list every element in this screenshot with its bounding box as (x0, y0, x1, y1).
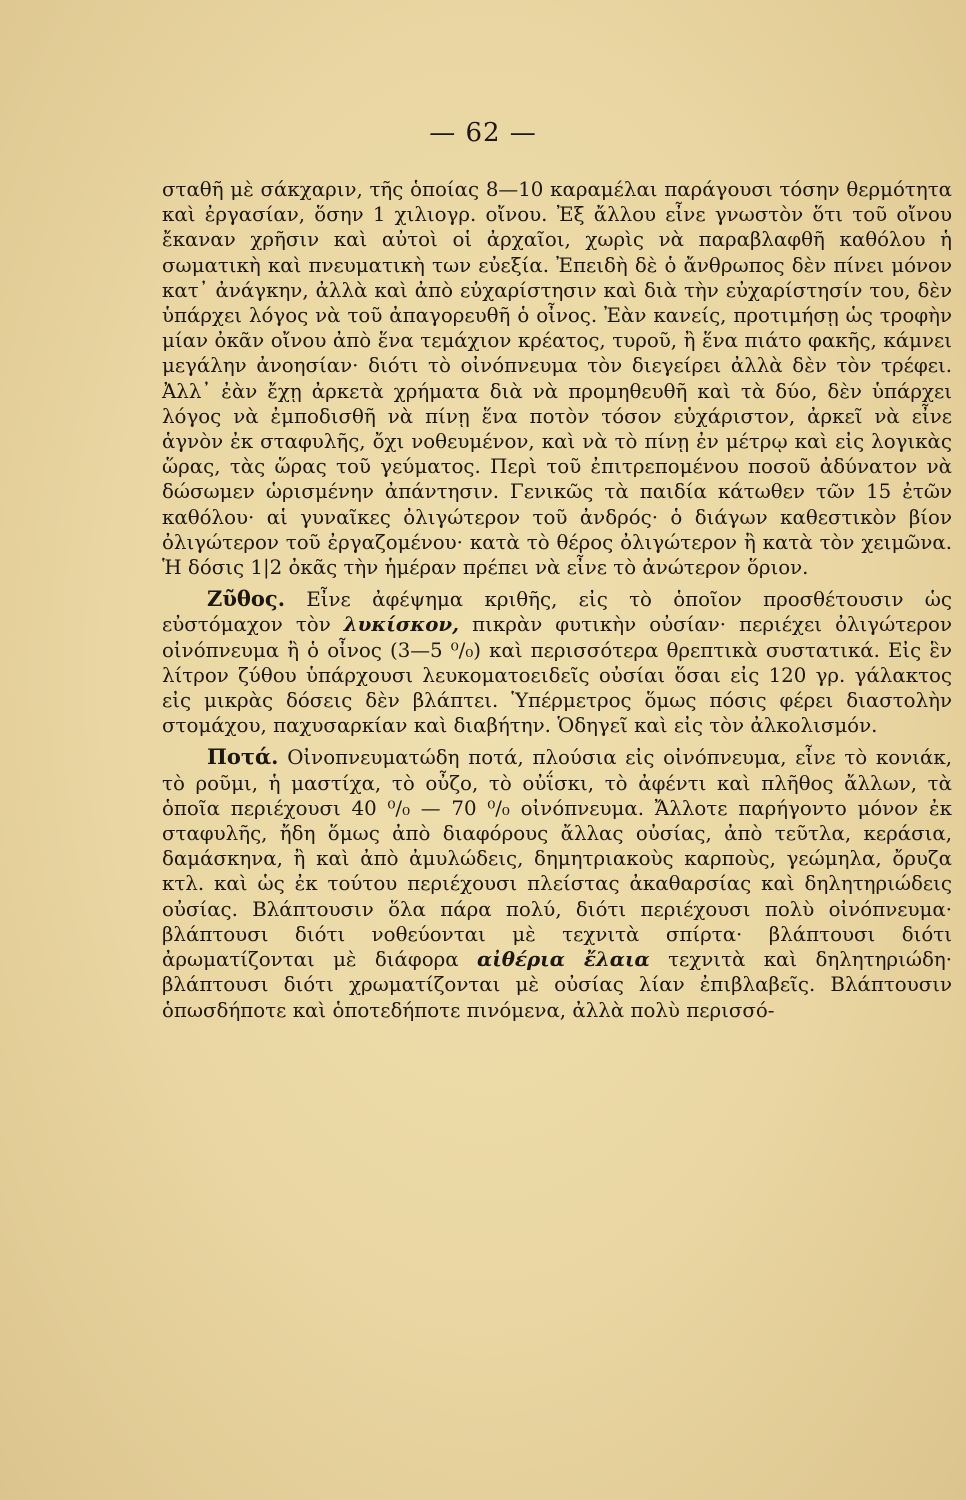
beer-text-b: πικρὰν φυτικὴν οὐσίαν· περιέχει ὀλιγώτερον οἰνόπνευμα ἢ ὁ οἶνος (3—5 ⁰/₀) καὶ περισσότερα θρεπτικὰ συστατικά. Εἰς ἓν λίτρον ζύθου ὑπάρχουσι λευκοματοειδεῖς οὐσίαι ὅσαι εἰς 120 γρ. γάλακτος εἰς μικρὰς δόσεις δὲν βλάπτει. Ὑπέρμετρος ὅμως πόσις φέρει διαστολὴν στομάχου, παχυσαρκίαν καὶ διαβήτην. Ὁδηγεῖ καὶ εἰς τὸν ἀλκολισμόν. (162, 613, 952, 738)
beer-term-hops: λυκίσκον, (343, 612, 460, 637)
section-heading-spirits: Ποτά. (207, 744, 279, 770)
spirits-text-a: Οἰνοπνευματώδη ποτά, πλούσια εἰς οἰνόπνευμα, εἶνε τὸ κονιάκ, τὸ ροῦμι, ἡ μαστίχα, τὸ οὖζο, τὸ οὐΐσκι, τὸ ἀφέντι καὶ πλῆθος ἄλλων, τὰ ὁποῖα περιέχουσι 40 ⁰/₀ — 70 ⁰/₀ οἰνόπνευμα. Ἄλλοτε παρήγοντο μόνον ἐκ σταφυλῆς, ἤδη ὅμως ἀπὸ διαφόρους ἄλλας οὐσίας, ἀπὸ τεῦτλα, κεράσια, δαμάσκηνα, ἢ καὶ ἀπὸ ἀμυλώδεις, δημητριακοὺς καρποὺς, γεώμηλα, ὄρυζα κτλ. καὶ ὡς ἐκ τούτου περιέχουσι πλείστας ἀκαθαρσίας καὶ δηλητηριώδεις οὐσίας. Βλάπτουσιν ὅλα πάρα πολύ, διότι περιέχουσι πολὺ οἰνόπνευμα· βλάπτουσι διότι νοθεύονται μὲ τεχνιτὰ σπίρτα· βλάπτουσι διότι ἀρωματίζονται μὲ διάφορα (162, 746, 952, 972)
beer-text-a: Εἶνε ἀφέψημα κριθῆς, εἰς τὸ ὁποῖον προσθέτουσιν ὡς εὐστόμαχον τὸν (162, 588, 952, 637)
paragraph-spirits (162, 744, 952, 1022)
spirits-term-essential-oils: αἰθέρια ἔλαια (476, 947, 650, 972)
page-number: — 62 — (429, 118, 537, 148)
section-heading-beer: Ζῦθος. (207, 586, 286, 612)
paragraph-beer (162, 586, 952, 738)
spirits-text-b: τεχνιτὰ καὶ δηλητηριώδη· βλάπτουσι διότι χρωματίζονται μὲ οὐσίας λίαν ἐπιβλαβεῖς. Βλάπτουσιν ὁπωσδήποτε καὶ ὁποτεδήποτε πινόμενα, ἀλλὰ πολὺ περισσό- (162, 948, 952, 1022)
page-body-text (162, 177, 952, 1023)
paragraph-wine: σταθῆ μὲ σάκχαριν, τῆς ὁποίας 8—10 καραμέλαι παράγουσι τόσην θερμότητα καὶ ἐργασίαν, ὅσην 1 χιλιογρ. οἴνου. Ἐξ ἄλλου εἶνε γνωστὸν ὅτι τοῦ οἴνου ἔκαναν χρῆσιν καὶ αὐτοὶ οἱ ἀρχαῖοι, χωρὶς νὰ παραβλαφθῆ καθόλου ἡ σωματικὴ καὶ πνευματικὴ των εὐεξία. Ἐπειδὴ δὲ ὁ ἄνθρωπος δὲν πίνει μόνον κατ᾽ ἀνάγκην, ἀλλὰ καὶ ἀπὸ εὐχαρίστησιν καὶ διὰ τὴν εὐχαρίστησίν του, δὲν ὑπάρχει λόγος νὰ τοῦ ἀπαγορευθῆ ὁ οἶνος. Ἐὰν κανείς, προτιμήσῃ ὡς τροφὴν μίαν ὀκᾶν οἴνου ἀπὸ ἕνα τεμάχιον κρέατος, τυροῦ, ἢ ἕνα πιάτο φακῆς, κάμνει μεγάλην ἀνοησίαν· διότι τὸ οἰνόπνευμα τὸν διεγείρει ἀλλὰ δὲν τὸν τρέφει. Ἀλλ᾽ ἐὰν ἔχῃ ἀρκετὰ χρήματα διὰ νὰ προμηθευθῆ καὶ τὰ δύο, δὲν ὑπάρχει λόγος νὰ ἐμποδισθῆ νὰ πίνῃ ἕνα ποτὸν τόσον εὐχάριστον, ἀρκεῖ νὰ εἶνε ἁγνὸν ἐκ σταφυλῆς, ὄχι νοθευμένον, καὶ νὰ τὸ πίνῃ ἐν μέτρῳ καὶ εἰς λογικὰς ὥρας, τὰς ὥρας τοῦ γεύματος. Περὶ τοῦ ἐπιτρεπομένου ποσοῦ ἀδύνατον νὰ δώσωμεν ὡρισμένην ἀπάντησιν. Γενικῶς τὰ παιδία κάτωθεν τῶν 15 ἐτῶν καθόλου· αἱ γυναῖκες ὀλιγώτερον τοῦ ἀνδρός· ὁ διάγων καθεστικὸν βίον ὀλιγώτερον τοῦ ἐργαζομένου· κατὰ τὸ θέρος ὀλιγώτερον ἢ κατὰ τὸν χειμῶνα. Ἡ δόσις 1|2 ὀκᾶς τὴν ἡμέραν πρέπει νὰ εἶνε τὸ ἀνώτερον ὅριον. (162, 178, 952, 580)
